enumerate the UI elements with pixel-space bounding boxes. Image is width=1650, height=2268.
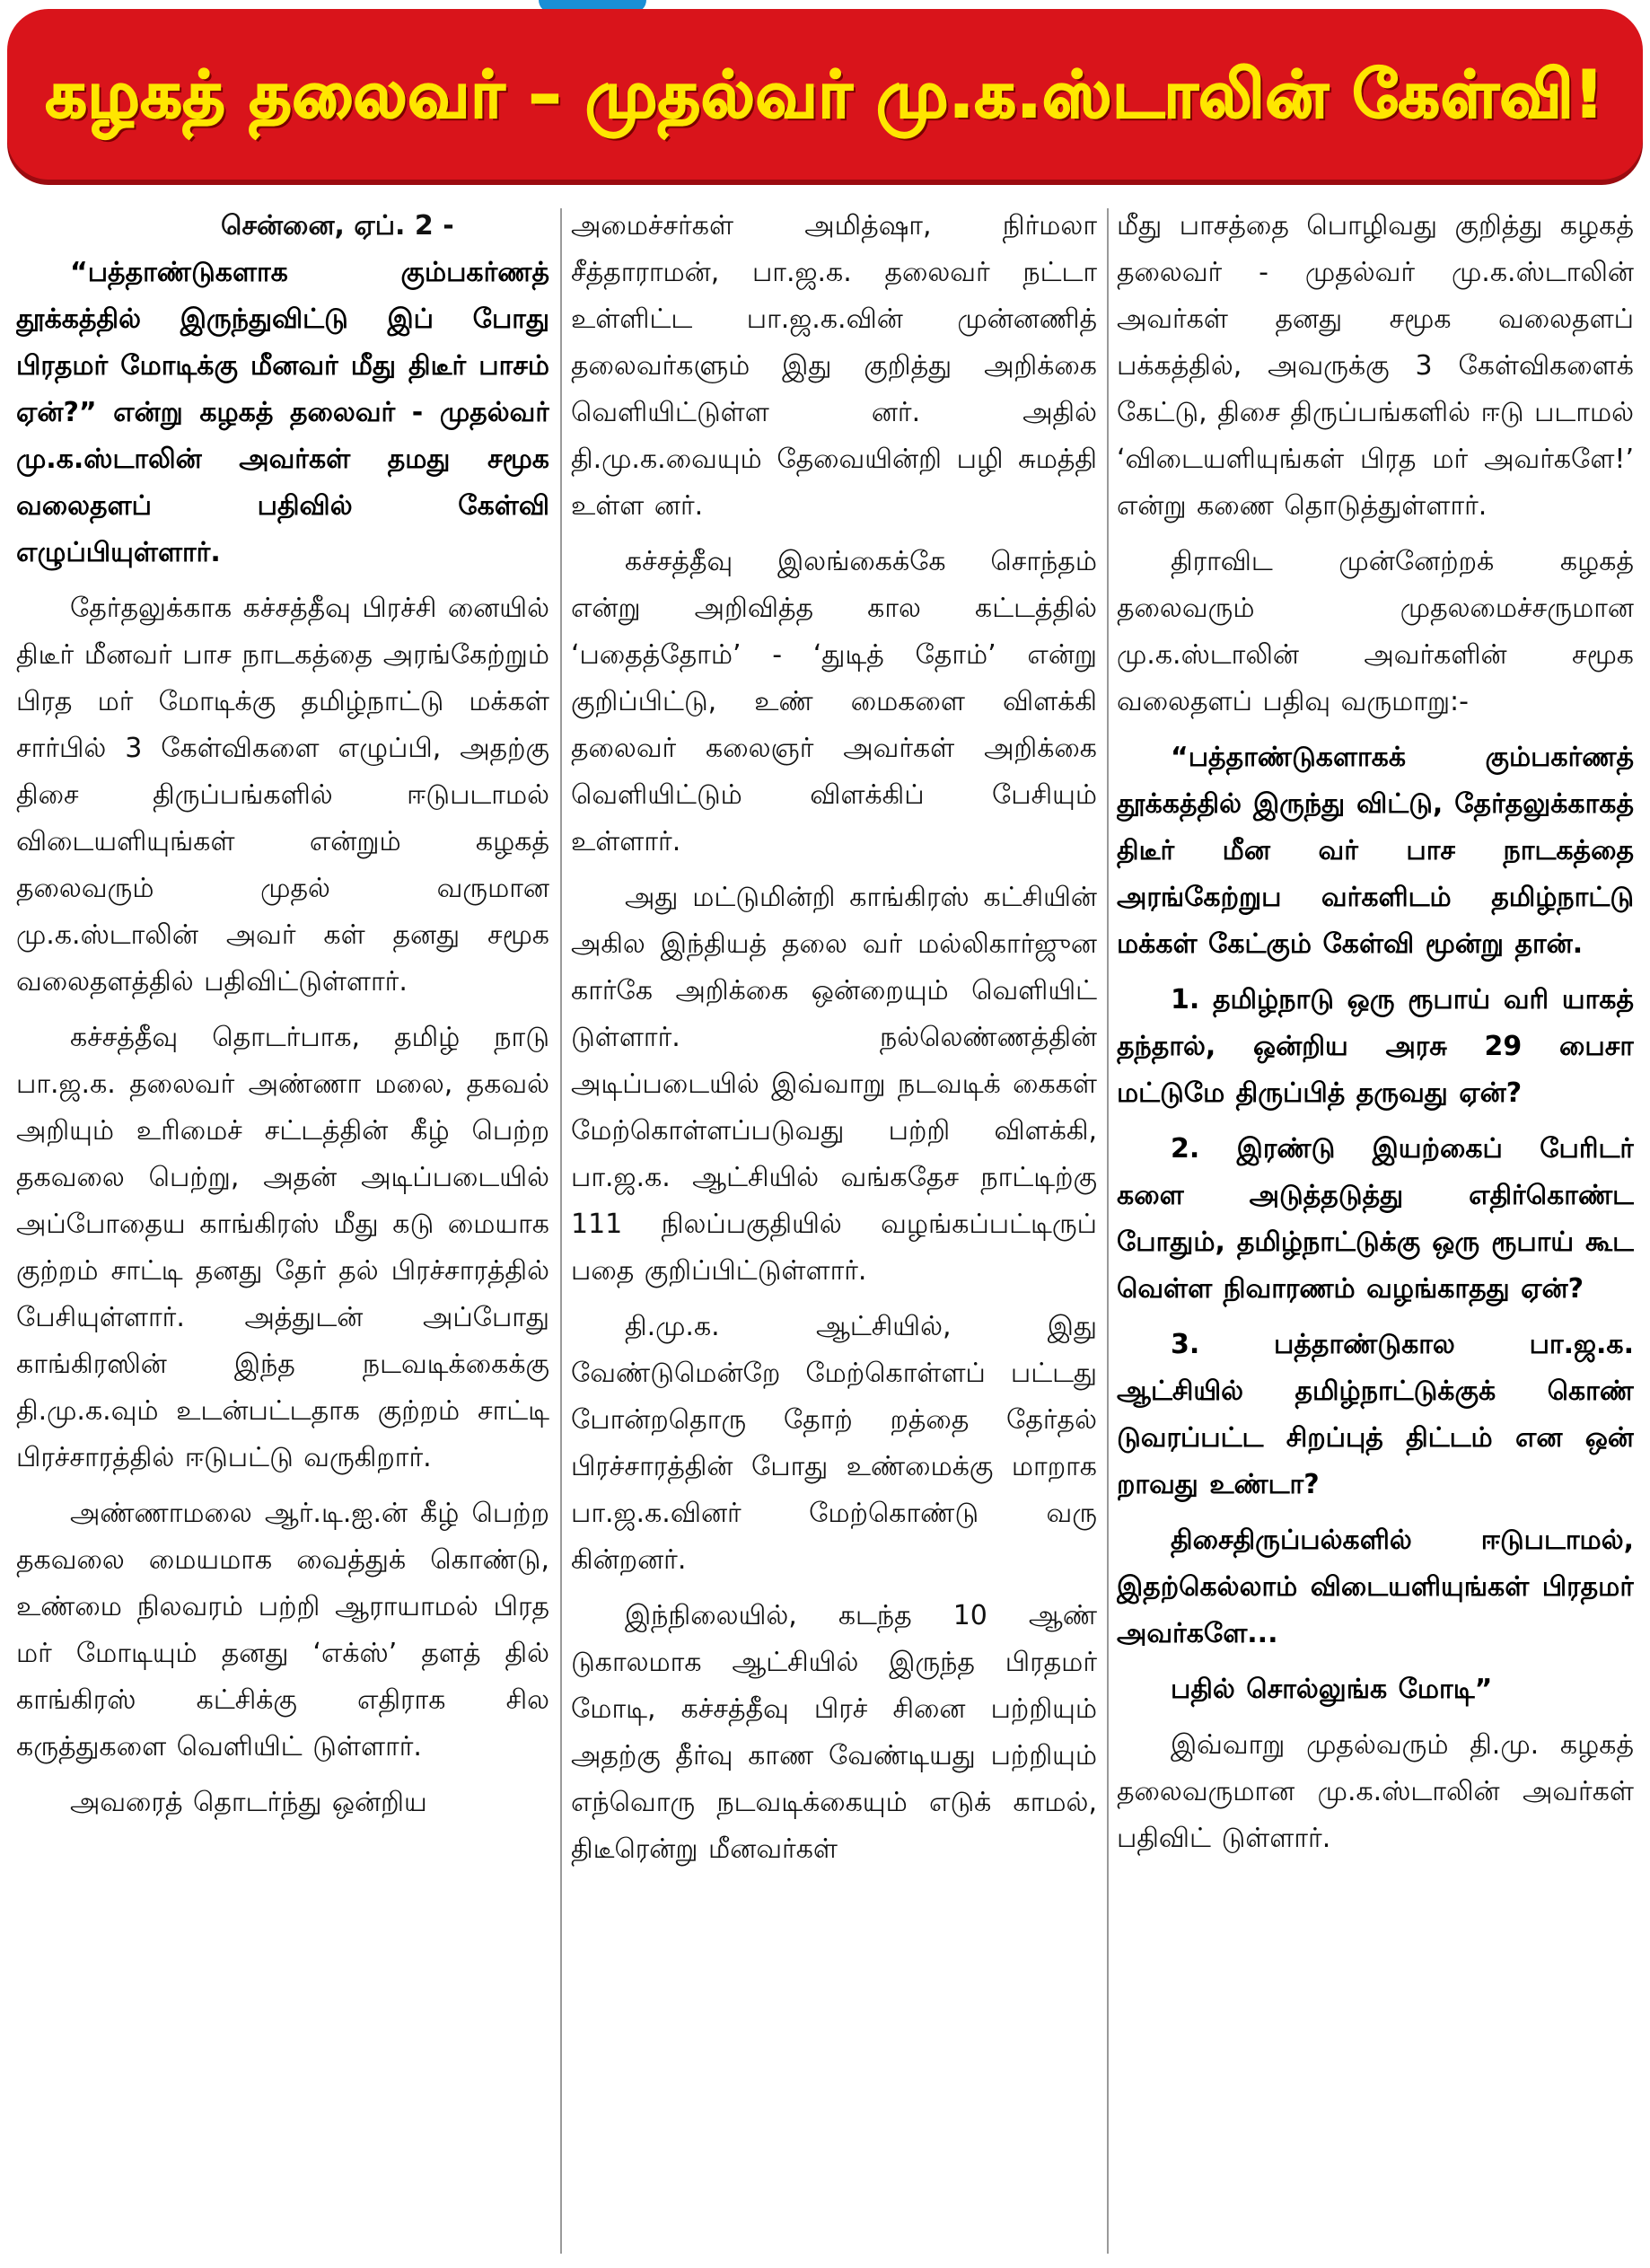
question-1: 1. தமிழ்நாடு ஒரு ரூபாய் வரி யாகத் தந்தால், ஒன்றிய அரசு 29 பைசா மட்டுமே திருப்பித் தருவது ஏன்?: [1117, 984, 1634, 1109]
article-column-2: [571, 203, 1097, 2259]
dateline: சென்னை, ஏப். 2 -: [221, 210, 454, 242]
paragraph: தி.மு.க. ஆட்சியில், இது வேண்டுமென்றே மேற்கொள்ளப் பட்டது போன்றதொரு தோற் றத்தை தேர்தல் பிரச்சாரத்தின் போது உண்மைக்கு மாறாக பா.ஜ.க.வினர் மேற்கொண்டு வரு கின்றனர்.: [571, 1311, 1097, 1576]
paragraph: மீது பாசத்தை பொழிவது குறித்து கழகத் தலைவர் - முதல்வர் மு.க.ஸ்டாலின் அவர்கள் தனது சமூக வலைதளப் பக்கத்தில், அவருக்கு 3 கேள்விகளைக் கேட்டு, திசை திருப்பங்களில் ஈடு படாமல் ‘விடையளியுங்கள் பிரத மர் அவர்களே!’ என்று கணை தொடுத்துள்ளார்.: [1117, 210, 1634, 522]
paragraph: தேர்தலுக்காக கச்சத்தீவு பிரச்சி னையில் திடீர் மீனவர் பாச நாடகத்தை அரங்கேற்றும் பிரத மர் மோடிக்கு தமிழ்நாட்டு மக்கள் சார்பில் 3 கேள்விகளை எழுப்பி, அதற்கு திசை திருப்பங்களில் ஈடுபடாமல் விடையளியுங்கள் என்றும் கழகத் தலைவரும் முதல் வருமான மு.க.ஸ்டாலின் அவர் கள் தனது சமூக வலைதளத்தில் பதிவிட்டுள்ளார்.: [16, 593, 549, 998]
quoted-statement: திசைதிருப்பல்களில் ஈடுபடாமல், இதற்கெல்லாம் விடையளியுங்கள் பிரதமர் அவர்களே...: [1117, 1525, 1634, 1649]
quoted-statement: பதில் சொல்லுங்க மோடி”: [1171, 1674, 1493, 1705]
column-divider: [560, 208, 562, 2254]
question-2: 2. இரண்டு இயற்கைப் பேரிடர் களை அடுத்தடுத்து எதிர்கொண்ட போதும், தமிழ்நாட்டுக்கு ஒரு ரூபாய் கூட வெள்ள நிவாரணம் வழங்காதது ஏன்?: [1117, 1133, 1634, 1305]
headline: கழகத் தலைவர் – முதல்வர் மு.க.ஸ்டாலின் கேள்வி!: [45, 57, 1605, 132]
article-body: [0, 203, 1650, 2268]
quoted-statement: “பத்தாண்டுகளாகக் கும்பகர்ணத் தூக்கத்தில் இருந்து விட்டு, தேர்தலுக்காகத் திடீர் மீன வர் பாச நாடகத்தை அரங்கேற்றுப வர்களிடம் தமிழ்நாட்டு மக்கள் கேட்கும் கேள்வி மூன்று தான்.: [1117, 742, 1634, 960]
lead-paragraph: “பத்தாண்டுகளாக கும்பகர்ணத் தூக்கத்தில் இருந்துவிட்டு இப் போது பிரதமர் மோடிக்கு மீனவர் மீது திடீர் பாசம் ஏன்?” என்று கழகத் தலைவர் - முதல்வர் மு.க.ஸ்டாலின் அவர்கள் தமது சமூக வலைதளப் பதிவில் கேள்வி எழுப்பியுள்ளார்.: [16, 257, 549, 568]
paragraph: கச்சத்தீவு தொடர்பாக, தமிழ் நாடு பா.ஜ.க. தலைவர் அண்ணா மலை, தகவல் அறியும் உரிமைச் சட்டத்தின் கீழ் பெற்ற தகவலை பெற்று, அதன் அடிப்படையில் அப்போதைய காங்கிரஸ் மீது கடு மையாக குற்றம் சாட்டி தனது தேர் தல் பிரச்சாரத்தில் பேசியுள்ளார். அத்துடன் அப்போது காங்கிரஸின் இந்த நடவடிக்கைக்கு தி.மு.க.வும் உடன்பட்டதாக குற்றம் சாட்டி பிரச்சாரத்தில் ஈடுபட்டு வருகிறார்.: [16, 1022, 549, 1473]
question-3: 3. பத்தாண்டுகால பா.ஜ.க. ஆட்சியில் தமிழ்நாட்டுக்குக் கொண் டுவரப்பட்ட சிறப்புத் திட்டம் என ஒன் றாவது உண்டா?: [1117, 1329, 1634, 1500]
headline-banner: [7, 9, 1643, 180]
headline-banner-area: [0, 0, 1650, 190]
column-divider: [1107, 208, 1109, 2254]
paragraph: திராவிட முன்னேற்றக் கழகத் தலைவரும் முதலமைச்சருமான மு.க.ஸ்டாலின் அவர்களின் சமூக வலைதளப் பதிவு வருமாறு:-: [1117, 546, 1634, 717]
article-column-3: [1117, 203, 1634, 2259]
paragraph: அண்ணாமலை ஆர்.டி.ஐ.ன் கீழ் பெற்ற தகவலை மையமாக வைத்துக் கொண்டு, உண்மை நிலவரம் பற்றி ஆராயாமல் பிரத மர் மோடியும் தனது ‘எக்ஸ்’ தளத் தில் காங்கிரஸ் கட்சிக்கு எதிராக சில கருத்துகளை வெளியிட் டுள்ளார்.: [16, 1498, 549, 1763]
paragraph: அமைச்சர்கள் அமித்ஷா, நிர்மலா சீத்தாராமன், பா.ஜ.க. தலைவர் நட்டா உள்ளிட்ட பா.ஜ.க.வின் முன்னணித் தலைவர்களும் இது குறித்து அறிக்கை வெளியிட்டுள்ள னர். அதில் தி.மு.க.வையும் தேவையின்றி பழி சுமத்தி உள்ள னர்.: [571, 210, 1097, 522]
paragraph: அது மட்டுமின்றி காங்கிரஸ் கட்சியின் அகில இந்தியத் தலை வர் மல்லிகார்ஜுன கார்கே அறிக்கை ஒன்றையும் வெளியிட் டுள்ளார். நல்லெண்ணத்தின் அடிப்படையில் இவ்வாறு நடவடிக் கைகள் மேற்கொள்ளப்படுவது பற்றி விளக்கி, பா.ஜ.க. ஆட்சியில் வங்கதேச நாட்டிற்கு 111 நிலப்பகுதியில் வழங்கப்பட்டிருப் பதை குறிப்பிட்டுள்ளார்.: [571, 882, 1097, 1287]
paragraph: கச்சத்தீவு இலங்கைக்கே சொந்தம் என்று அறிவித்த கால கட்டத்தில் ‘பதைத்தோம்’ - ‘துடித் தோம்’ என்று குறிப்பிட்டு, உண் மைகளை விளக்கி தலைவர் கலைஞர் அவர்கள் அறிக்கை வெளியிட்டும் விளக்கிப் பேசியும் உள்ளார்.: [571, 546, 1097, 857]
article-column-1: [16, 203, 549, 2259]
closing-paragraph: இவ்வாறு முதல்வரும் தி.மு. கழகத் தலைவருமான மு.க.ஸ்டாலின் அவர்கள் பதிவிட் டுள்ளார்.: [1117, 1729, 1634, 1854]
paragraph: இந்நிலையில், கடந்த 10 ஆண் டுகாலமாக ஆட்சியில் இருந்த பிரதமர் மோடி, கச்சத்தீவு பிரச் சினை பற்றியும் அதற்கு தீர்வு காண வேண்டியது பற்றியும் எந்வொரு நடவடிக்கையும் எடுக் காமல், திடீரென்று மீனவர்கள்: [571, 1600, 1097, 1865]
paragraph: அவரைத் தொடர்ந்து ஒன்றிய: [70, 1787, 427, 1818]
